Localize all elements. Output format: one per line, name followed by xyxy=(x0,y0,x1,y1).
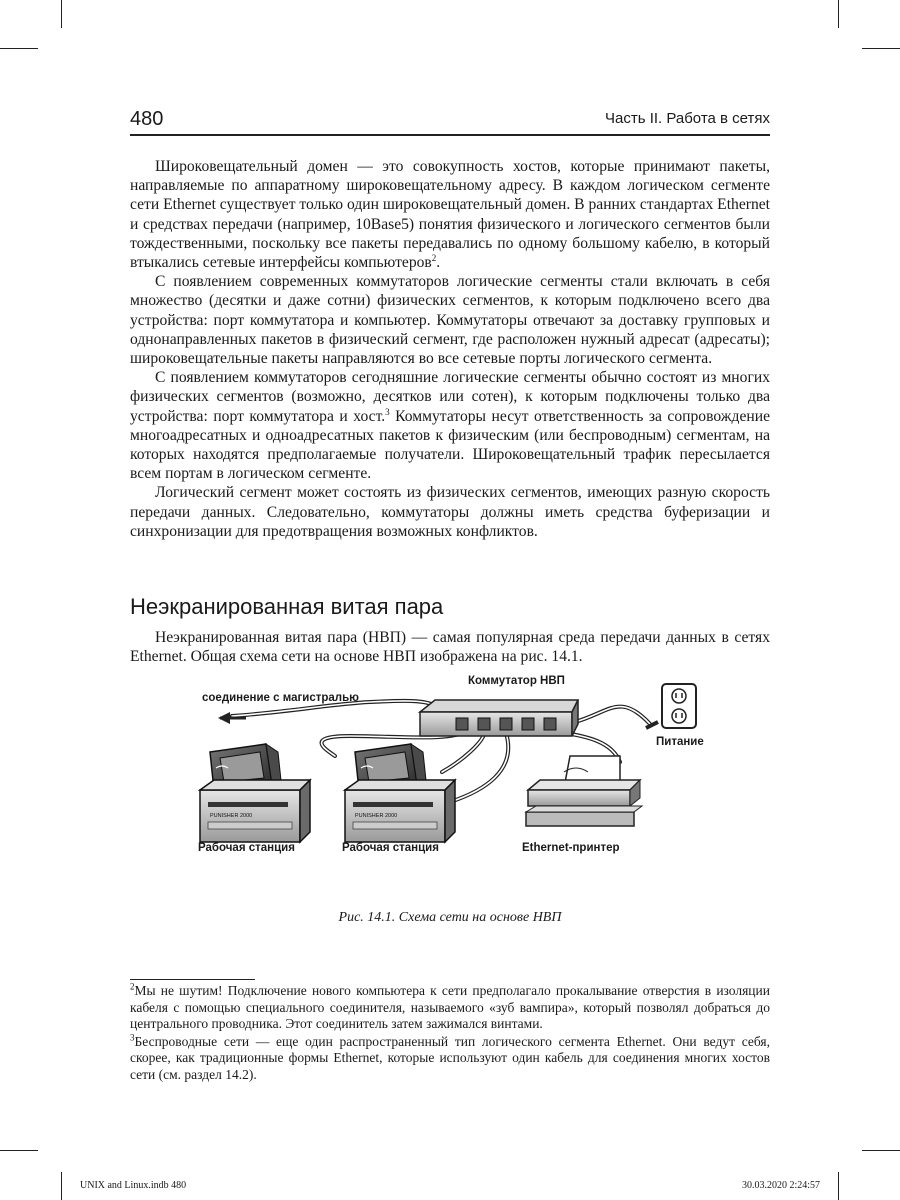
section-text: Неэкранированная витая пара (НВП) — самая популярная среда передачи данных в сетях Ethernet. Общая схема сети на основе НВП изображена на рис. 14.1. xyxy=(130,629,770,666)
printer-icon xyxy=(526,756,642,826)
imprint-file: UNIX and Linux.indb 480 xyxy=(80,1180,187,1191)
body-text xyxy=(130,157,770,541)
page-number: 480 xyxy=(130,108,164,130)
paragraph: С появлением современных коммутаторов логические сегменты стали включать в себя множество (десятки и даже сотни) физических сегментов, к которым подключено всего два устройства: порт коммутатора и компьютер. Коммутаторы отвечают за доставку групповых и однонаправленных пакетов в физический сегмент, где расположен нужный адресат (адресаты); широковещательные пакеты направляются во все сетевые порты логического сегмента. xyxy=(130,273,770,368)
footnotes xyxy=(130,983,770,1085)
label-switch: Коммутатор НВП xyxy=(468,675,565,687)
workstation-icon xyxy=(345,744,455,842)
crop-mark xyxy=(862,48,900,49)
paragraph: С появлением коммутаторов сегодняшние логические сегменты обычно состоят из многих физических сегментов (возможно, десятков или сотен), к которым подключены только два устройства: порт коммутатора и хост.$^3$ Коммутаторы несут ответственность за сопровождение многоадресатных и одноадресатных пакетов к физическим (или беспроводным) сегментам, на которых находятся предполагаемые получатели. Широковещательный трафик пересылается всем портам в логическом сегменте. xyxy=(130,369,770,483)
crop-mark xyxy=(61,1172,62,1200)
switch-icon xyxy=(420,700,578,736)
label-workstation: Рабочая станция xyxy=(342,842,439,854)
crop-mark xyxy=(0,1150,38,1151)
label-backbone: соединение с магистралью xyxy=(202,692,359,704)
computer-brand: PUNISHER 2000 xyxy=(355,813,398,819)
footnote-rule xyxy=(130,979,255,980)
footnote: $^2$Мы не шутим! Подключение нового компьютера к сети предполагало прокалывание отверстия в изоляции кабеля с помощью специального соединителя, называемого «зуб вампира», который позволял добраться до центрального проводника. Этот соединитель затем зажимался винтами. xyxy=(130,981,770,1032)
figure-caption: Рис. 14.1. Схема сети на основе НВП xyxy=(338,910,562,925)
paragraph: Логический сегмент может состоять из физических сегментов, имеющих разную скорость передачи данных. Следовательно, коммутаторы должны иметь средства буферизации и синхронизации для предотвращения возможных конфликтов. xyxy=(130,484,770,540)
running-head: Часть II. Работа в сетях xyxy=(605,110,770,127)
crop-mark xyxy=(61,0,62,28)
workstation-icon xyxy=(200,744,310,842)
label-power: Питание xyxy=(656,736,704,748)
imprint-timestamp: 30.03.2020 2:24:57 xyxy=(741,1180,820,1191)
label-workstation: Рабочая станция xyxy=(198,842,295,854)
footnote: $^3$Беспроводные сети — еще один распространенный тип логического сегмента Ethernet. Они ведут себя, скорее, как традиционные формы Ethernet, которые используют один кабель для соединения многих хостов сети (см. раздел 14.2). xyxy=(130,1032,770,1082)
network-figure xyxy=(180,672,720,872)
crop-mark xyxy=(0,48,38,49)
section-title: Неэкранированная витая пара xyxy=(130,594,444,619)
computer-brand: PUNISHER 2000 xyxy=(210,813,253,819)
crop-mark xyxy=(838,0,839,28)
footnote-ref[interactable]: 3 xyxy=(385,406,390,417)
page-header xyxy=(130,104,770,136)
label-printer: Ethernet-принтер xyxy=(522,842,620,854)
crop-mark xyxy=(862,1150,900,1151)
crop-mark xyxy=(838,1172,839,1200)
power-outlet-icon xyxy=(646,684,696,728)
paragraph: Широковещательный домен — это совокупность хостов, которые принимают пакеты, направляемые по аппаратному широковещательному адресу. В каждом логическом сегменте сети Ethernet существует только один широковещательный домен. В ранних стандартах Ethernet и средствах передачи (например, 10Base5) понятия физического и логического сегментов были тождественными, поскольку все пакеты передавались по одному большому кабелю, в который втыкались сетевые интерфейсы компьютеров$^2$. xyxy=(130,158,771,272)
footnote-ref[interactable]: 2 xyxy=(431,252,437,263)
